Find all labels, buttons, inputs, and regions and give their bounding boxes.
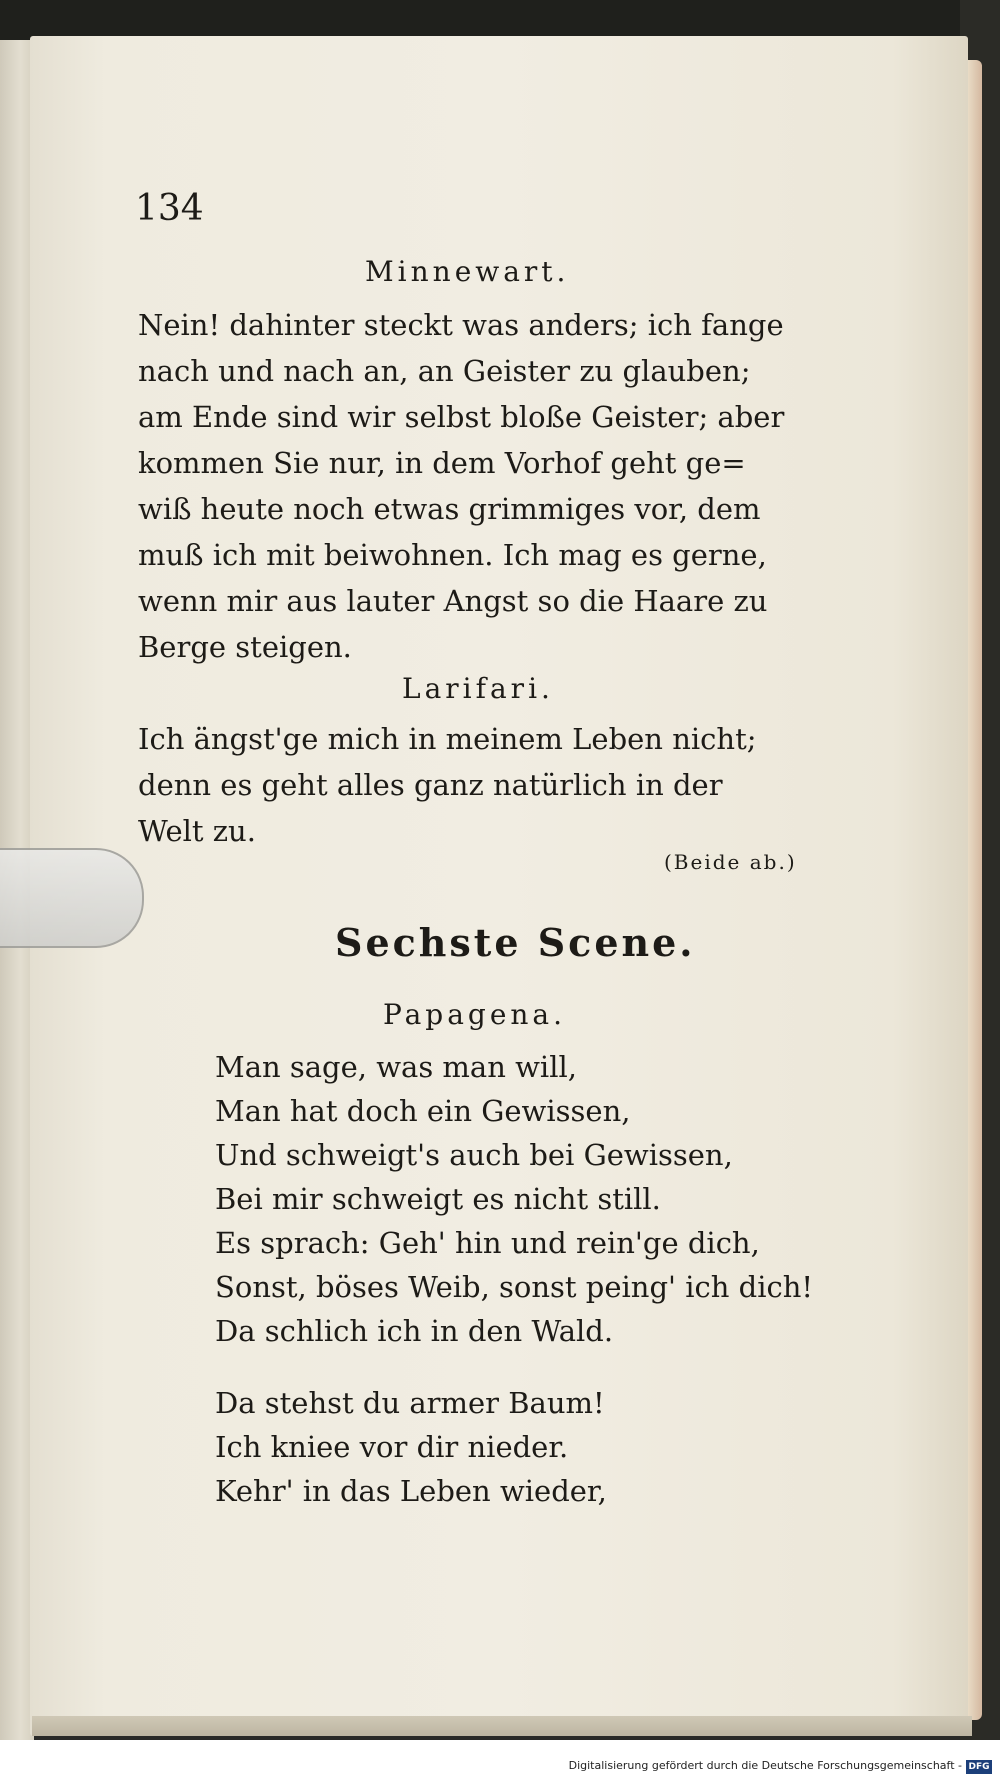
- verse-line: Kehr' in das Leben wieder,: [215, 1474, 607, 1508]
- page-number: 134: [135, 188, 204, 229]
- prose-line: muß ich mit beiwohnen. Ich mag es gerne,: [138, 538, 767, 572]
- prose-line: Berge steigen.: [138, 630, 352, 664]
- dfg-logo: DFG: [966, 1760, 992, 1774]
- footer-strip: [0, 1740, 1000, 1782]
- verse-line: Bei mir schweigt es nicht still.: [215, 1182, 661, 1216]
- prose-line: Ich ängst'ge mich in meinem Leben nicht;: [138, 722, 757, 756]
- page-bottom-edge: [32, 1716, 972, 1736]
- prose-line: am Ende sind wir selbst bloße Geister; aber: [138, 400, 785, 434]
- footer-credit: Digitalisierung gefördert durch die Deutsche Forschungsgemeinschaft -: [568, 1759, 962, 1772]
- speaker-larifari: Larifari.: [402, 672, 554, 705]
- page-clip: [0, 848, 144, 948]
- prose-line: denn es geht alles ganz natürlich in der: [138, 768, 723, 802]
- speaker-papagena: Papagena.: [383, 998, 567, 1031]
- prose-line: nach und nach an, an Geister zu glauben;: [138, 354, 751, 388]
- verse-line: Da schlich ich in den Wald.: [215, 1314, 614, 1348]
- verse-line: Und schweigt's auch bei Gewissen,: [215, 1138, 733, 1172]
- stage-direction: (Beide ab.): [664, 850, 797, 874]
- verse-line: Ich kniee vor dir nieder.: [215, 1430, 569, 1464]
- scene-title: Sechste Scene.: [335, 920, 696, 965]
- prose-line: Welt zu.: [138, 814, 256, 848]
- verse-line: Sonst, böses Weib, sonst peing' ich dich!: [215, 1270, 814, 1304]
- verse-line: Man hat doch ein Gewissen,: [215, 1094, 631, 1128]
- prose-line: wiß heute noch etwas grimmiges vor, dem: [138, 492, 761, 526]
- verse-line: Es sprach: Geh' hin und rein'ge dich,: [215, 1226, 760, 1260]
- prose-line: kommen Sie nur, in dem Vorhof geht ge=: [138, 446, 746, 480]
- speaker-minnewart: Minnewart.: [365, 255, 570, 288]
- verse-line: Da stehst du armer Baum!: [215, 1386, 605, 1420]
- prose-line: wenn mir aus lauter Angst so die Haare zu: [138, 584, 768, 618]
- prose-line: Nein! dahinter steckt was anders; ich fange: [138, 308, 784, 342]
- verse-line: Man sage, was man will,: [215, 1050, 577, 1084]
